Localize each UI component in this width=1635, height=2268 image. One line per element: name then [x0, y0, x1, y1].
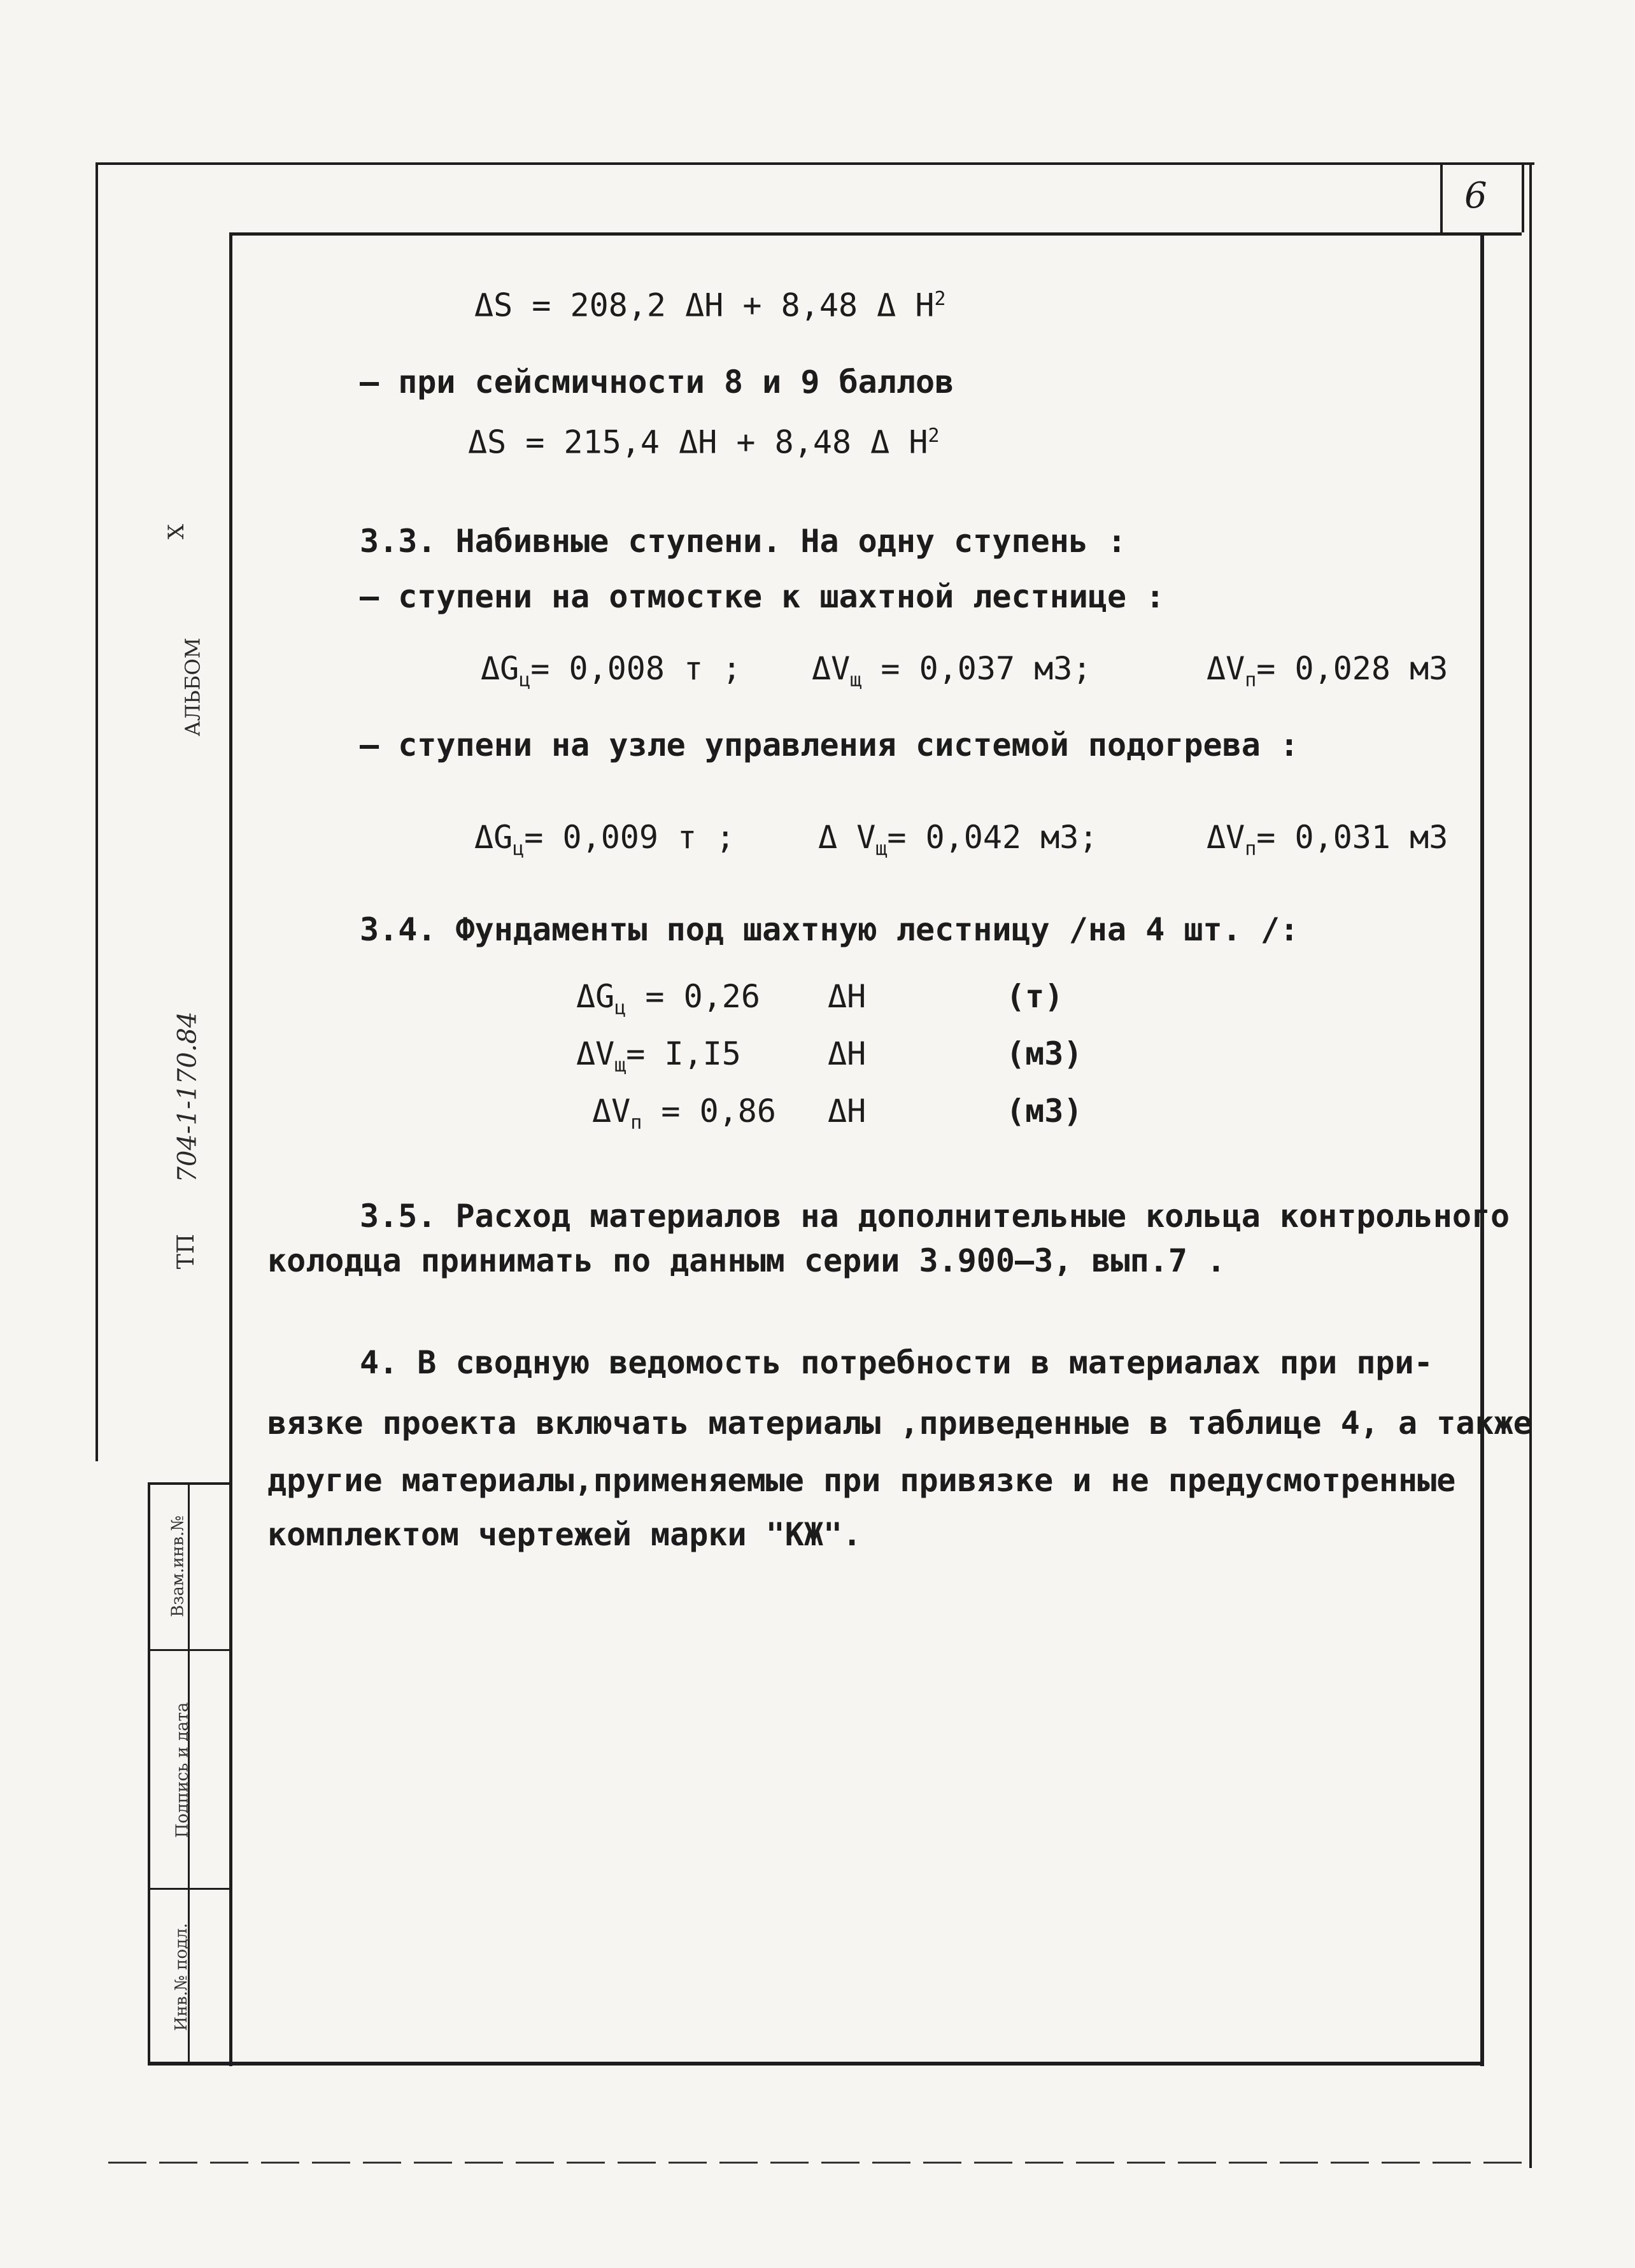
- section-4-line3: другие материалы,применяемые при привязке и не предусмотренные: [267, 1462, 1456, 1499]
- seismic-note: – при сейсмичности 8 и 9 баллов: [360, 364, 954, 400]
- foundation-row-1-unit: (т): [1006, 978, 1064, 1015]
- row2-vp: $\Delta V_п= 0,031$ м3: [1207, 819, 1448, 860]
- row2-g: $\Delta G_ц= 0,009$ т ;: [474, 819, 735, 860]
- stamp-border-left: [148, 1482, 150, 2065]
- section-3-3-heading: 3.3. Набивные ступени. На одну ступень :: [360, 523, 1127, 560]
- inner-frame-bottom: [148, 2062, 1483, 2066]
- album-number: X: [164, 523, 190, 540]
- section-4-line4: комплектом чертежей марки "КЖ".: [267, 1516, 862, 1553]
- outer-frame-top: [96, 162, 1534, 165]
- section-4-line2: вязке проекта включать материалы ,приведенные в таблице 4, а также: [267, 1405, 1532, 1442]
- section-4-line1: 4. В сводную ведомость потребности в материалах при при-: [360, 1344, 1433, 1381]
- foundation-row-2-var: ΔH: [828, 1035, 867, 1072]
- foundation-row-3: $\Delta V_п = 0,86$: [592, 1093, 776, 1134]
- foundation-row-2-unit: (м3): [1006, 1035, 1083, 1072]
- section-3-3-sub2: – ступени на узле управления системой подогрева :: [360, 726, 1299, 763]
- stamp-row-2: [148, 1888, 230, 1890]
- foundation-row-3-unit: (м3): [1006, 1093, 1083, 1130]
- stamp-signature-date: Подпись и дата: [173, 1702, 192, 1838]
- section-3-4-heading: 3.4. Фундаменты под шахтную лестницу /на 4 шт. /:: [360, 911, 1299, 948]
- page-number: 6: [1464, 175, 1487, 216]
- row1-g: $\Delta G_ц= 0,008$ т ;: [481, 650, 742, 691]
- project-code: ТП: [173, 1233, 200, 1270]
- row1-vp: $\Delta V_п= 0,028$ м3: [1207, 650, 1448, 691]
- inner-frame-right: [1480, 232, 1484, 2066]
- foundation-row-3-var: ΔH: [828, 1093, 867, 1130]
- project-number: 704-1-170.84: [173, 1011, 202, 1183]
- foundation-row-2: $\Delta V_щ= I,I5$: [576, 1035, 741, 1077]
- page-box-right: [1522, 162, 1524, 232]
- stamp-row-1: [148, 1649, 230, 1651]
- album-label: АЛЬБОМ: [180, 637, 205, 737]
- stamp-original-inv: Инв.№ подл.: [171, 1923, 191, 2031]
- outer-frame-left: [96, 162, 98, 1461]
- outer-frame-bottom-dashed: [108, 2162, 1531, 2164]
- formula-delta-s-1: ΔS = 208,2 ΔH + 8,48 Δ $H^2$: [474, 287, 946, 324]
- page-box-left: [1440, 162, 1443, 232]
- inner-frame-left: [229, 232, 232, 2066]
- section-3-3-sub1: – ступени на отмостке к шахтной лестнице :: [360, 578, 1165, 615]
- outer-frame-right: [1529, 162, 1532, 2168]
- stamp-replace-inv: Взам.инв.№: [168, 1515, 188, 1617]
- section-3-5-line1: 3.5. Расход материалов на дополнительные кольца контрольного: [360, 1198, 1510, 1235]
- inner-frame-top: [229, 232, 1522, 236]
- foundation-row-1-var: ΔH: [828, 978, 867, 1015]
- row1-vsh: $\Delta V_щ = 0,037$ м3;: [812, 650, 1092, 691]
- row2-vsh: Δ $V_щ= 0,042$ м3;: [818, 819, 1098, 860]
- formula-delta-s-2: ΔS = 215,4 ΔH + 8,48 Δ $H^2$: [468, 423, 940, 461]
- foundation-row-1: $\Delta G_ц = 0,26$: [576, 978, 760, 1019]
- section-3-5-line2: колодца принимать по данным серии 3.900–3, вып.7 .: [267, 1242, 1226, 1279]
